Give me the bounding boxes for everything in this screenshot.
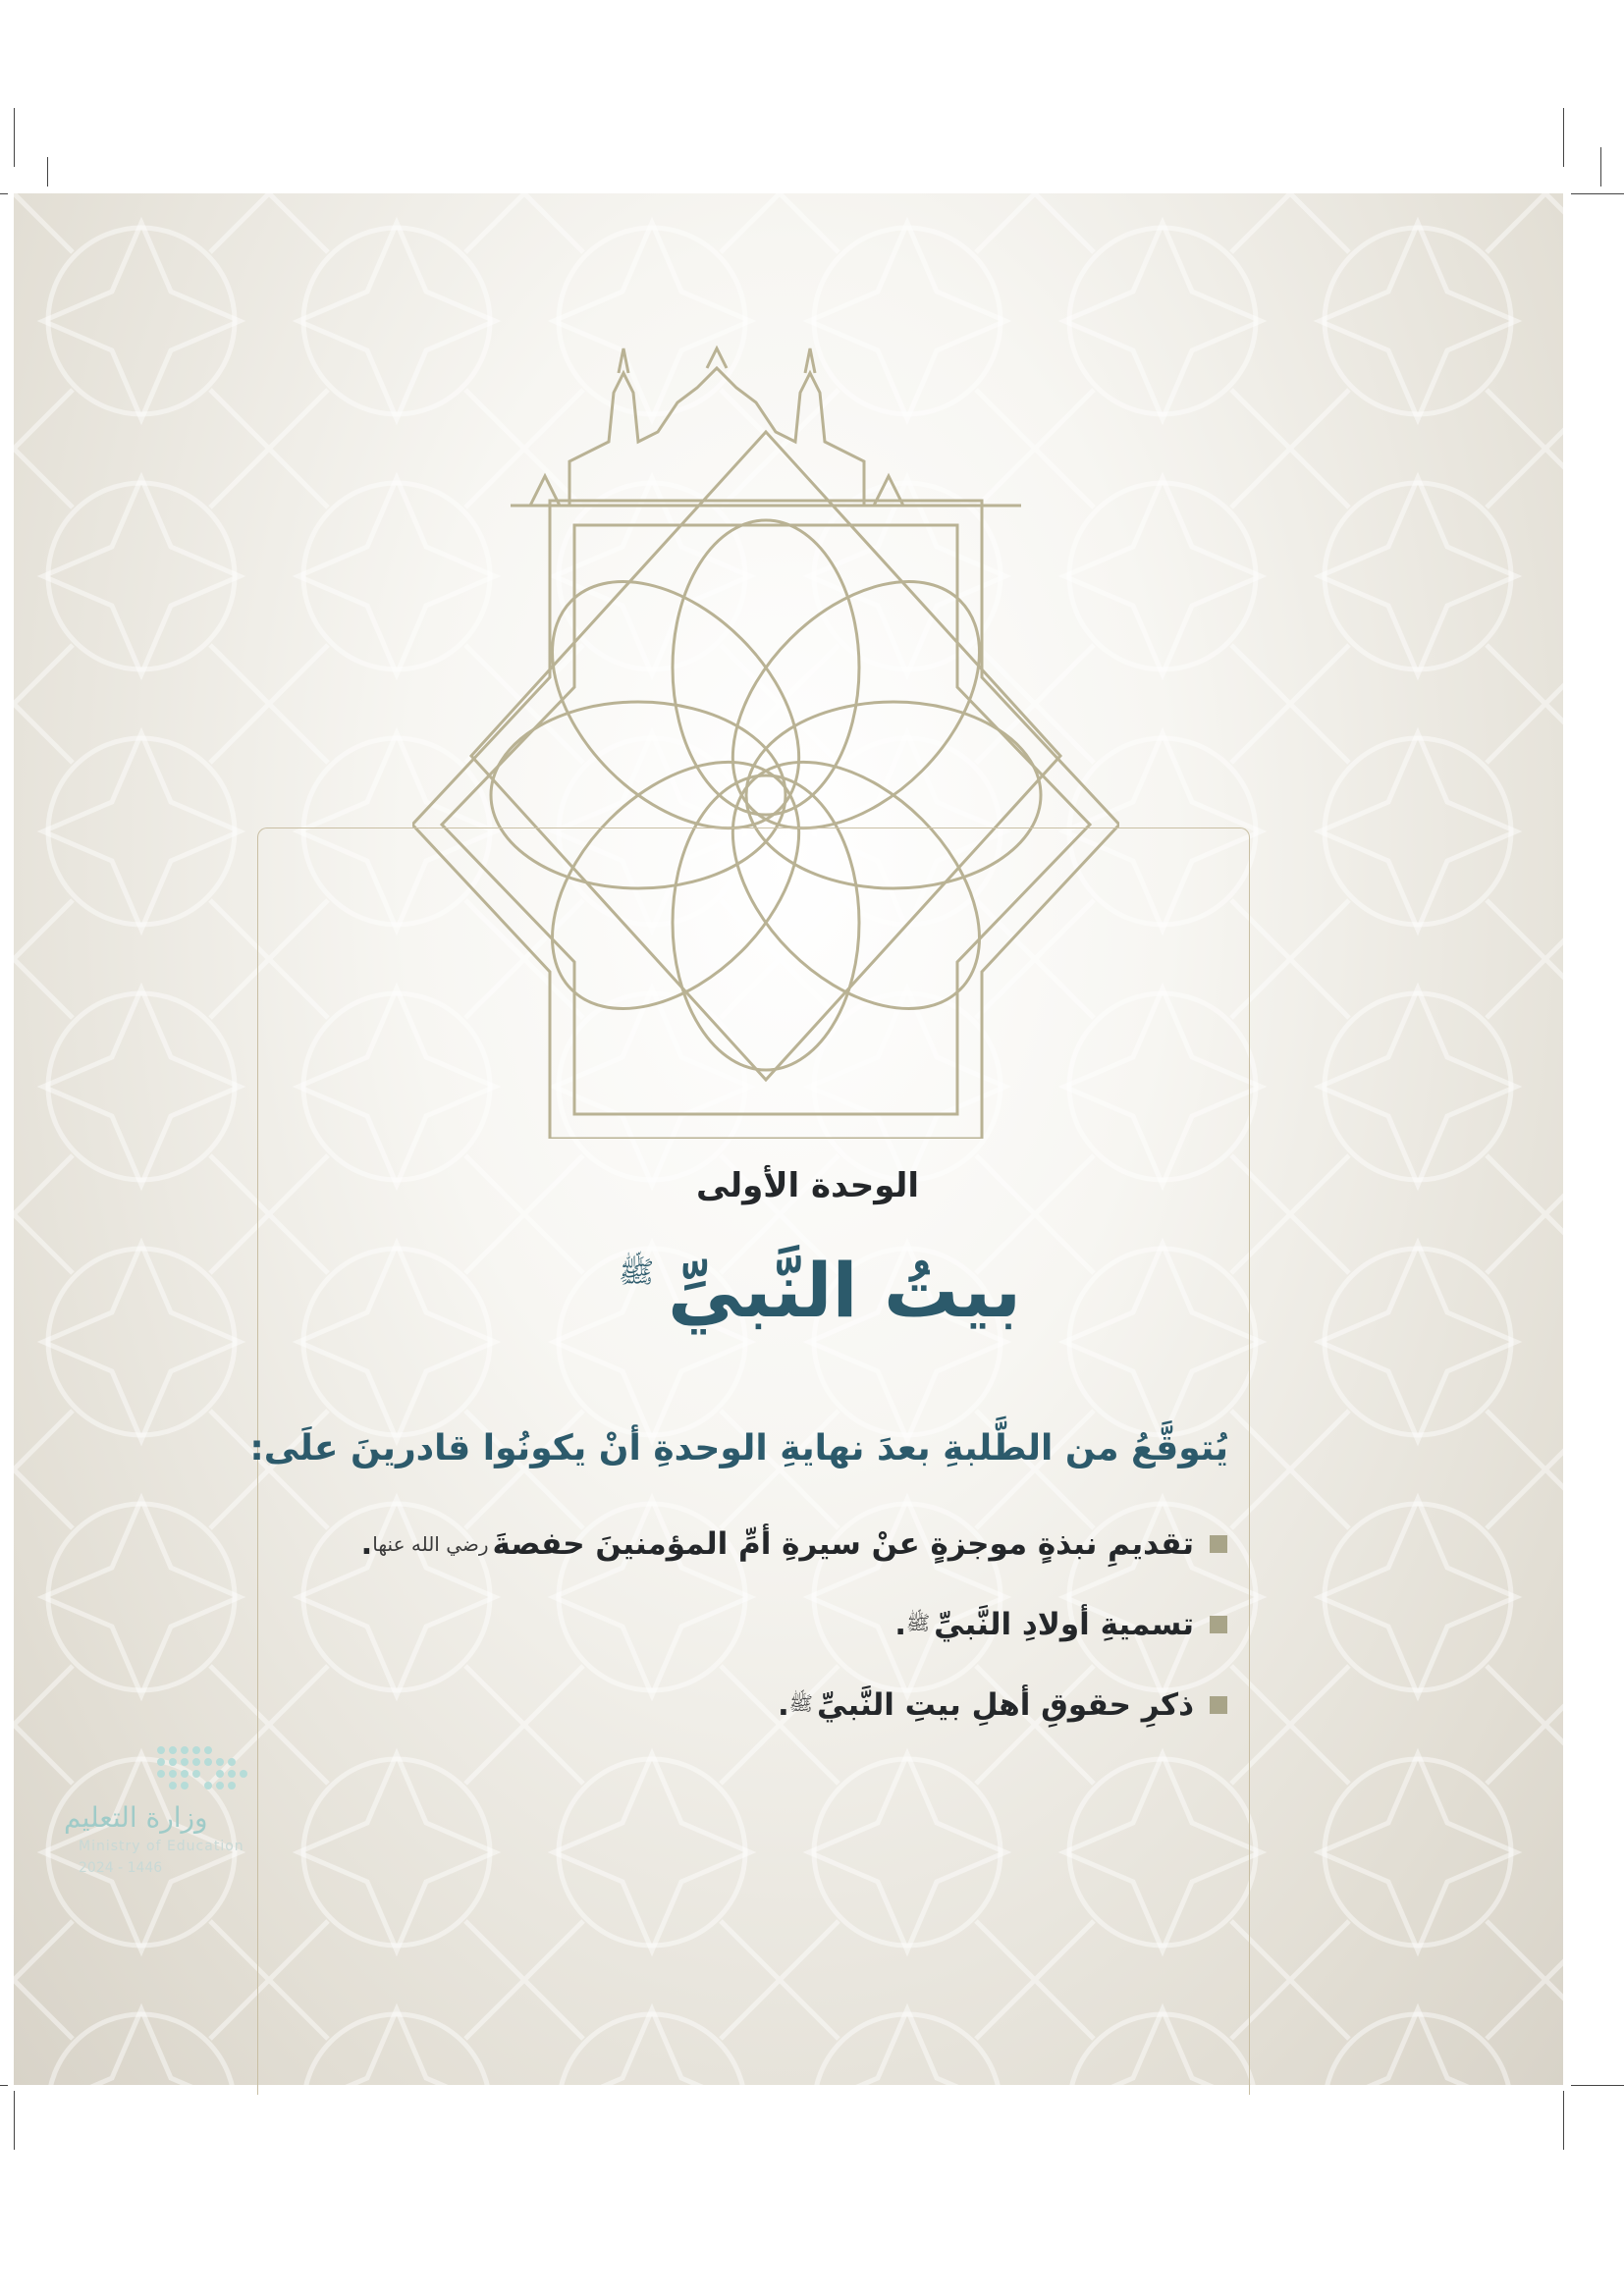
objective-text: تقديمِ نبذةٍ موجزةٍ عنْ سيرةِ أمِّ المؤمنينَ حفصةَ [492, 1526, 1194, 1562]
objective-end: . [894, 1607, 906, 1642]
learning-outcomes-intro: يُتوقَّعُ من الطَّلبةِ بعدَ نهايةِ الوحدةِ أنْ يكونُوا قادرينَ علَى: [249, 1428, 1228, 1468]
objective-end: . [778, 1687, 789, 1723]
crop-mark [1563, 108, 1564, 167]
honorific-mark: ﷺ [619, 1255, 655, 1290]
crop-mark [47, 157, 48, 187]
honorific-mark: رضي الله عنها [372, 1532, 489, 1556]
square-bullet-icon [1210, 1696, 1227, 1714]
list-item [344, 1665, 1227, 1745]
objectives-list [344, 1504, 1227, 1745]
crop-mark [1571, 193, 1624, 194]
square-bullet-icon [1210, 1535, 1227, 1553]
crop-mark [14, 108, 15, 167]
list-item [344, 1584, 1227, 1665]
objective-text: ذكرِ حقوقِ أهلِ بيتِ النَّبيِّ [816, 1687, 1194, 1723]
edition-year: 2024 - 1446 [79, 1860, 163, 1876]
honorific-mark: ﷺ [788, 1690, 813, 1715]
unit-title: بيتُ النَّبيِّ [668, 1247, 1021, 1334]
ministry-name-en: Ministry of Education [79, 1839, 244, 1854]
ministry-name-ar: وزارة التعليم [64, 1801, 208, 1834]
crop-mark [1571, 2085, 1624, 2086]
crop-mark [0, 2085, 8, 2086]
crop-mark [1600, 147, 1601, 187]
crop-mark [0, 193, 8, 194]
objective-text: تسميةِ أولادِ النَّبيِّ [934, 1607, 1194, 1642]
honorific-mark: ﷺ [905, 1610, 931, 1634]
square-bullet-icon [1210, 1616, 1227, 1633]
unit-label: الوحدة الأولى [695, 1166, 919, 1205]
list-item [344, 1504, 1227, 1584]
objective-end: . [360, 1526, 373, 1562]
crop-mark [14, 2091, 15, 2150]
crop-mark [1563, 2091, 1564, 2150]
